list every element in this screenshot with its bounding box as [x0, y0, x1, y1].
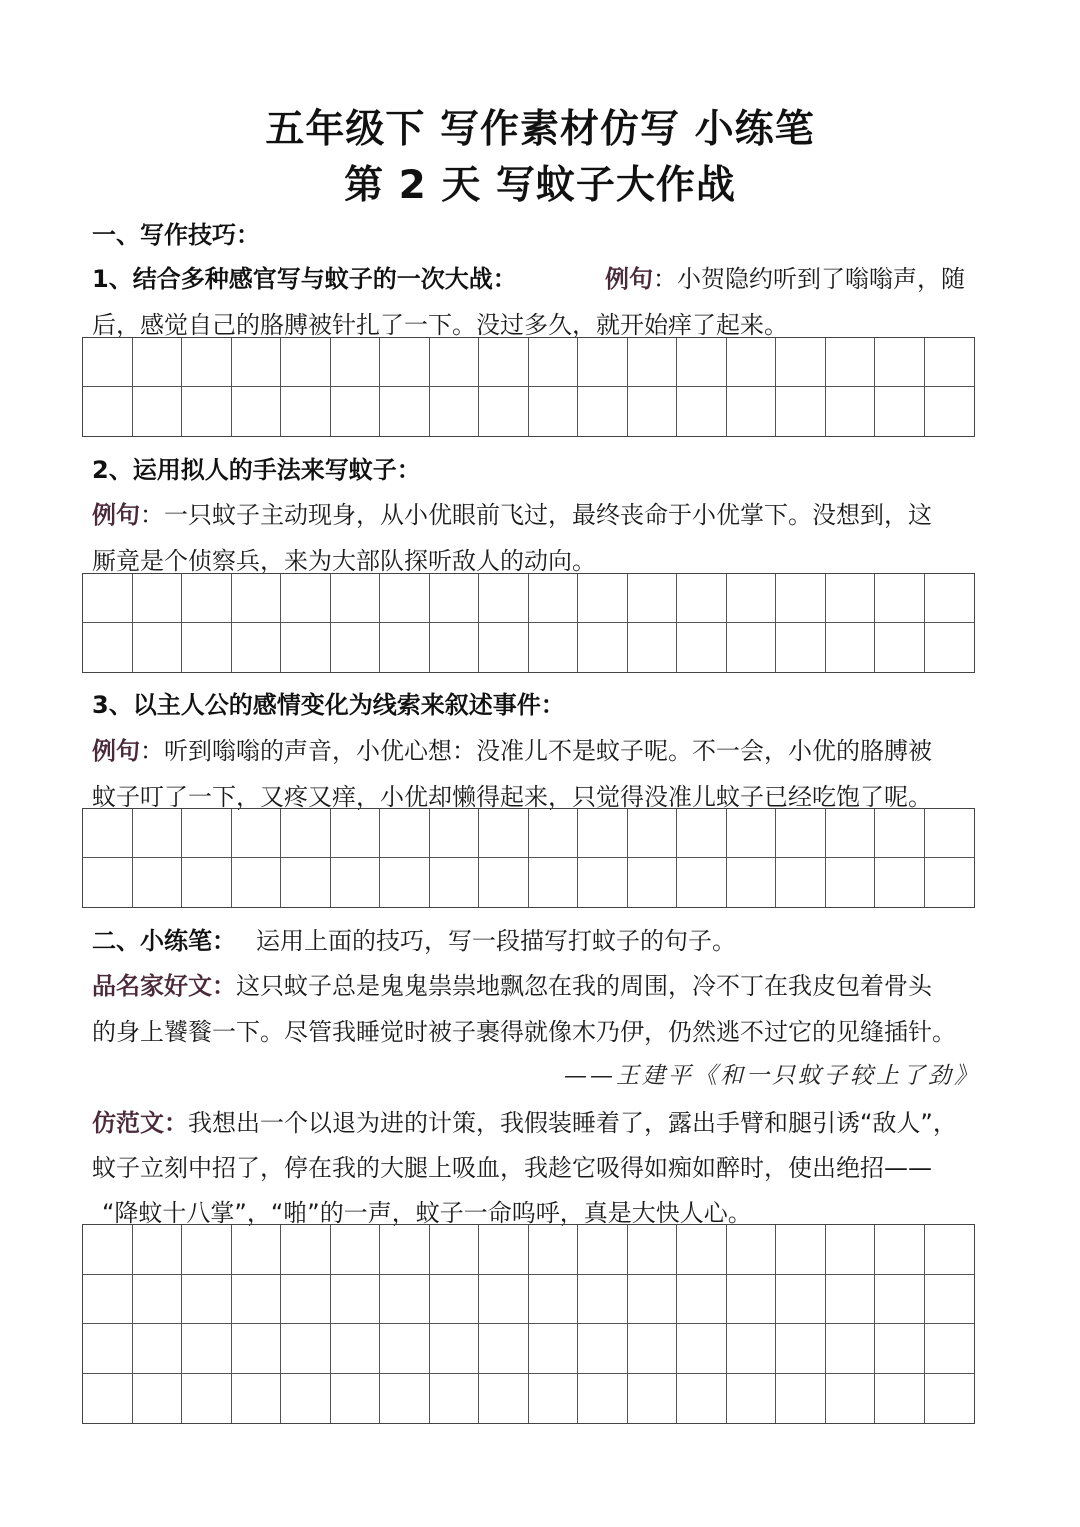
grid-cell[interactable]	[826, 623, 876, 672]
grid-cell[interactable]	[628, 1275, 678, 1325]
grid-cell[interactable]	[331, 1225, 381, 1275]
grid-cell[interactable]	[529, 1225, 579, 1275]
grid-cell[interactable]	[380, 809, 430, 858]
writing-grid-3[interactable]	[82, 808, 975, 908]
page-title: 五年级下 写作素材仿写 小练笔	[265, 107, 815, 152]
grid-cell[interactable]	[380, 1374, 430, 1424]
grid-cell[interactable]	[776, 574, 826, 623]
item2-example-text1: ：一只蚊子主动现身，从小优眼前飞过，最终丧命于小优掌下。没想到，这	[140, 501, 932, 529]
grid-cell[interactable]	[133, 1275, 183, 1325]
grid-cell[interactable]	[826, 809, 876, 858]
grid-cell[interactable]	[875, 1225, 925, 1275]
grid-cell[interactable]	[430, 1374, 480, 1424]
grid-cell[interactable]	[380, 1275, 430, 1325]
grid-cell[interactable]	[133, 623, 183, 672]
grid-cell[interactable]	[578, 858, 628, 907]
grid-cell[interactable]	[677, 574, 727, 623]
grid-cell[interactable]	[677, 1374, 727, 1424]
grid-cell[interactable]	[380, 387, 430, 436]
grid-cell[interactable]	[380, 574, 430, 623]
grid-cell[interactable]	[925, 387, 975, 436]
grid-cell[interactable]	[628, 1225, 678, 1275]
grid-cell[interactable]	[281, 809, 331, 858]
grid-cell[interactable]	[529, 1275, 579, 1325]
grid-cell[interactable]	[331, 1275, 381, 1325]
grid-cell[interactable]	[479, 1324, 529, 1374]
grid-cell[interactable]	[331, 1324, 381, 1374]
grid-cell[interactable]	[875, 574, 925, 623]
grid-cell[interactable]	[529, 1374, 579, 1424]
grid-cell[interactable]	[83, 338, 133, 387]
famous-citation: ——王建平《和一只蚊子较上了劲》	[564, 1063, 980, 1089]
grid-cell[interactable]	[281, 1374, 331, 1424]
grid-cell[interactable]	[430, 574, 480, 623]
item1-example-line1	[605, 259, 965, 294]
grid-cell[interactable]	[677, 1275, 727, 1325]
model-label: 仿范文：	[92, 1109, 188, 1137]
grid-cell[interactable]	[331, 623, 381, 672]
grid-cell[interactable]	[826, 1225, 876, 1275]
item3-example-text1: ：听到嗡嗡的声音，小优心想：没准儿不是蚊子呢。不一会，小优的胳膊被	[140, 737, 932, 765]
grid-cell[interactable]	[281, 858, 331, 907]
grid-cell[interactable]	[83, 1225, 133, 1275]
grid-cell[interactable]	[727, 1374, 777, 1424]
item3-heading: 3、以主人公的感情变化为线索来叙述事件：	[92, 691, 565, 719]
grid-cell[interactable]	[628, 574, 678, 623]
grid-cell[interactable]	[281, 1225, 331, 1275]
grid-cell[interactable]	[826, 1324, 876, 1374]
grid-cell[interactable]	[380, 623, 430, 672]
grid-cell[interactable]	[479, 387, 529, 436]
grid-cell[interactable]	[875, 338, 925, 387]
grid-cell[interactable]	[182, 1275, 232, 1325]
grid-cell[interactable]	[83, 387, 133, 436]
grid-cell[interactable]	[529, 338, 579, 387]
grid-cell[interactable]	[133, 1324, 183, 1374]
grid-cell[interactable]	[133, 858, 183, 907]
grid-cell[interactable]	[331, 574, 381, 623]
grid-cell[interactable]	[331, 1374, 381, 1424]
grid-cell[interactable]	[331, 809, 381, 858]
writing-grid-4[interactable]	[82, 1224, 975, 1424]
writing-grid-1[interactable]	[82, 337, 975, 437]
grid-cell[interactable]	[776, 809, 826, 858]
grid-cell[interactable]	[727, 338, 777, 387]
grid-cell[interactable]	[875, 1275, 925, 1325]
grid-cell[interactable]	[677, 1225, 727, 1275]
grid-cell[interactable]	[677, 338, 727, 387]
item1-example-text1: ：小贺隐约听到了嗡嗡声，随	[653, 265, 965, 293]
grid-cell[interactable]	[677, 623, 727, 672]
grid-cell[interactable]	[182, 338, 232, 387]
grid-cell[interactable]	[925, 1374, 975, 1424]
grid-cell[interactable]	[529, 858, 579, 907]
grid-cell[interactable]	[83, 1324, 133, 1374]
grid-cell[interactable]	[380, 858, 430, 907]
grid-cell[interactable]	[182, 858, 232, 907]
grid-cell[interactable]	[331, 387, 381, 436]
item3-example-label: 例句	[92, 737, 140, 765]
grid-cell[interactable]	[83, 623, 133, 672]
grid-cell[interactable]	[182, 574, 232, 623]
grid-cell[interactable]	[628, 623, 678, 672]
grid-cell[interactable]	[182, 387, 232, 436]
grid-cell[interactable]	[776, 1374, 826, 1424]
section2-heading: 二、小练笔：	[92, 927, 236, 955]
grid-cell[interactable]	[925, 858, 975, 907]
grid-cell[interactable]	[479, 1275, 529, 1325]
grid-cell[interactable]	[925, 809, 975, 858]
grid-cell[interactable]	[776, 338, 826, 387]
grid-cell[interactable]	[331, 338, 381, 387]
grid-cell[interactable]	[875, 858, 925, 907]
grid-cell[interactable]	[479, 1374, 529, 1424]
grid-cell[interactable]	[380, 338, 430, 387]
grid-cell[interactable]	[232, 1225, 282, 1275]
grid-cell[interactable]	[628, 1324, 678, 1374]
grid-cell[interactable]	[83, 858, 133, 907]
famous-label: 品名家好文：	[92, 972, 236, 1000]
grid-cell[interactable]	[628, 858, 678, 907]
grid-cell[interactable]	[182, 809, 232, 858]
grid-cell[interactable]	[232, 387, 282, 436]
grid-cell[interactable]	[281, 574, 331, 623]
grid-cell[interactable]	[232, 623, 282, 672]
grid-cell[interactable]	[232, 1374, 282, 1424]
item2-example-line1	[92, 495, 932, 530]
grid-cell[interactable]	[479, 574, 529, 623]
grid-cell[interactable]	[281, 623, 331, 672]
grid-cell[interactable]	[281, 387, 331, 436]
section1-heading: 一、写作技巧：	[92, 221, 260, 249]
grid-cell[interactable]	[529, 623, 579, 672]
model-line3: “降蚊十八掌”，“啪”的一声，蚊子一命呜呼，真是大快人心。	[102, 1199, 752, 1227]
grid-cell[interactable]	[232, 1275, 282, 1325]
famous-text1: 这只蚊子总是鬼鬼祟祟地飘忽在我的周围，冷不丁在我皮包着骨头	[236, 972, 932, 1000]
item2-example-label: 例句	[92, 501, 140, 529]
grid-cell[interactable]	[281, 338, 331, 387]
grid-cell[interactable]	[83, 574, 133, 623]
grid-cell[interactable]	[430, 387, 480, 436]
famous-line1	[92, 966, 932, 1001]
grid-cell[interactable]	[776, 387, 826, 436]
grid-cell[interactable]	[479, 809, 529, 858]
grid-cell[interactable]	[776, 1225, 826, 1275]
grid-cell[interactable]	[479, 623, 529, 672]
grid-cell[interactable]	[826, 1275, 876, 1325]
grid-cell[interactable]	[479, 1225, 529, 1275]
model-line1	[92, 1103, 957, 1138]
grid-cell[interactable]	[628, 1374, 678, 1424]
grid-cell[interactable]	[232, 1324, 282, 1374]
grid-cell[interactable]	[875, 1324, 925, 1374]
item1-example-line2: 后，感觉自己的胳膊被针扎了一下。没过多久，就开始痒了起来。	[92, 311, 788, 339]
grid-cell[interactable]	[826, 1374, 876, 1424]
grid-cell[interactable]	[925, 623, 975, 672]
grid-cell[interactable]	[380, 1324, 430, 1374]
grid-cell[interactable]	[727, 387, 777, 436]
grid-cell[interactable]	[628, 809, 678, 858]
grid-cell[interactable]	[430, 1225, 480, 1275]
grid-cell[interactable]	[578, 623, 628, 672]
grid-cell[interactable]	[232, 574, 282, 623]
grid-cell[interactable]	[479, 338, 529, 387]
item2-example-line2: 厮竟是个侦察兵，来为大部队探听敌人的动向。	[92, 547, 596, 575]
grid-cell[interactable]	[232, 858, 282, 907]
grid-cell[interactable]	[727, 623, 777, 672]
grid-cell[interactable]	[826, 858, 876, 907]
grid-cell[interactable]	[727, 574, 777, 623]
grid-cell[interactable]	[727, 1225, 777, 1275]
grid-cell[interactable]	[727, 1324, 777, 1374]
grid-cell[interactable]	[776, 858, 826, 907]
grid-cell[interactable]	[281, 1275, 331, 1325]
page-subtitle: 第 2 天 写蚊子大作战	[344, 163, 736, 208]
grid-cell[interactable]	[727, 809, 777, 858]
grid-cell[interactable]	[529, 809, 579, 858]
grid-cell[interactable]	[826, 574, 876, 623]
grid-cell[interactable]	[776, 1324, 826, 1374]
grid-cell[interactable]	[727, 1275, 777, 1325]
grid-cell[interactable]	[83, 1374, 133, 1424]
grid-cell[interactable]	[578, 1225, 628, 1275]
grid-cell[interactable]	[83, 1275, 133, 1325]
grid-cell[interactable]	[628, 387, 678, 436]
grid-cell[interactable]	[430, 809, 480, 858]
grid-cell[interactable]	[578, 1275, 628, 1325]
grid-cell[interactable]	[182, 1374, 232, 1424]
grid-cell[interactable]	[578, 1324, 628, 1374]
grid-cell[interactable]	[182, 1225, 232, 1275]
grid-cell[interactable]	[826, 338, 876, 387]
famous-line2: 的身上饕餮一下。尽管我睡觉时被子裹得就像木乃伊，仍然逃不过它的见缝插针。	[92, 1018, 956, 1046]
grid-cell[interactable]	[875, 387, 925, 436]
section2-instruction: 运用上面的技巧，写一段描写打蚊子的句子。	[256, 927, 736, 955]
grid-cell[interactable]	[133, 1374, 183, 1424]
grid-cell[interactable]	[677, 387, 727, 436]
grid-cell[interactable]	[925, 1324, 975, 1374]
grid-cell[interactable]	[875, 623, 925, 672]
grid-cell[interactable]	[578, 1374, 628, 1424]
grid-cell[interactable]	[578, 574, 628, 623]
grid-cell[interactable]	[182, 623, 232, 672]
item2-heading: 2、运用拟人的手法来写蚊子：	[92, 456, 421, 484]
grid-cell[interactable]	[578, 809, 628, 858]
grid-cell[interactable]	[430, 623, 480, 672]
grid-cell[interactable]	[677, 1324, 727, 1374]
grid-cell[interactable]	[430, 1275, 480, 1325]
grid-cell[interactable]	[232, 338, 282, 387]
grid-cell[interactable]	[182, 1324, 232, 1374]
model-line2: 蚊子立刻中招了，停在我的大腿上吸血，我趁它吸得如痴如醉时，使出绝招——	[92, 1154, 932, 1182]
model-text1: 我想出一个以退为进的计策，我假装睡着了，露出手臂和腿引诱“敌人”，	[188, 1109, 957, 1137]
grid-cell[interactable]	[479, 858, 529, 907]
grid-cell[interactable]	[83, 809, 133, 858]
grid-cell[interactable]	[925, 1275, 975, 1325]
grid-cell[interactable]	[925, 574, 975, 623]
grid-cell[interactable]	[430, 338, 480, 387]
grid-cell[interactable]	[133, 338, 183, 387]
grid-cell[interactable]	[925, 338, 975, 387]
grid-cell[interactable]	[430, 1324, 480, 1374]
item1-example-label: 例句	[605, 265, 653, 293]
grid-cell[interactable]	[727, 858, 777, 907]
grid-cell[interactable]	[875, 1374, 925, 1424]
grid-cell[interactable]	[529, 387, 579, 436]
grid-cell[interactable]	[133, 1225, 183, 1275]
grid-cell[interactable]	[529, 574, 579, 623]
item1-heading: 1、结合多种感官写与蚊子的一次大战：	[92, 265, 517, 293]
grid-cell[interactable]	[232, 809, 282, 858]
grid-cell[interactable]	[776, 1275, 826, 1325]
grid-cell[interactable]	[133, 387, 183, 436]
grid-cell[interactable]	[826, 387, 876, 436]
item3-example-line2: 蚊子叮了一下，又疼又痒，小优却懒得起来，只觉得没准儿蚊子已经吃饱了呢。	[92, 783, 932, 811]
grid-cell[interactable]	[331, 858, 381, 907]
grid-cell[interactable]	[133, 809, 183, 858]
grid-cell[interactable]	[430, 858, 480, 907]
grid-cell[interactable]	[133, 574, 183, 623]
grid-cell[interactable]	[875, 809, 925, 858]
grid-cell[interactable]	[578, 387, 628, 436]
grid-cell[interactable]	[380, 1225, 430, 1275]
grid-cell[interactable]	[578, 338, 628, 387]
grid-cell[interactable]	[628, 338, 678, 387]
grid-cell[interactable]	[776, 623, 826, 672]
grid-cell[interactable]	[677, 809, 727, 858]
grid-cell[interactable]	[281, 1324, 331, 1374]
grid-cell[interactable]	[925, 1225, 975, 1275]
writing-grid-2[interactable]	[82, 573, 975, 673]
item3-example-line1	[92, 731, 932, 766]
grid-cell[interactable]	[677, 858, 727, 907]
grid-cell[interactable]	[529, 1324, 579, 1374]
